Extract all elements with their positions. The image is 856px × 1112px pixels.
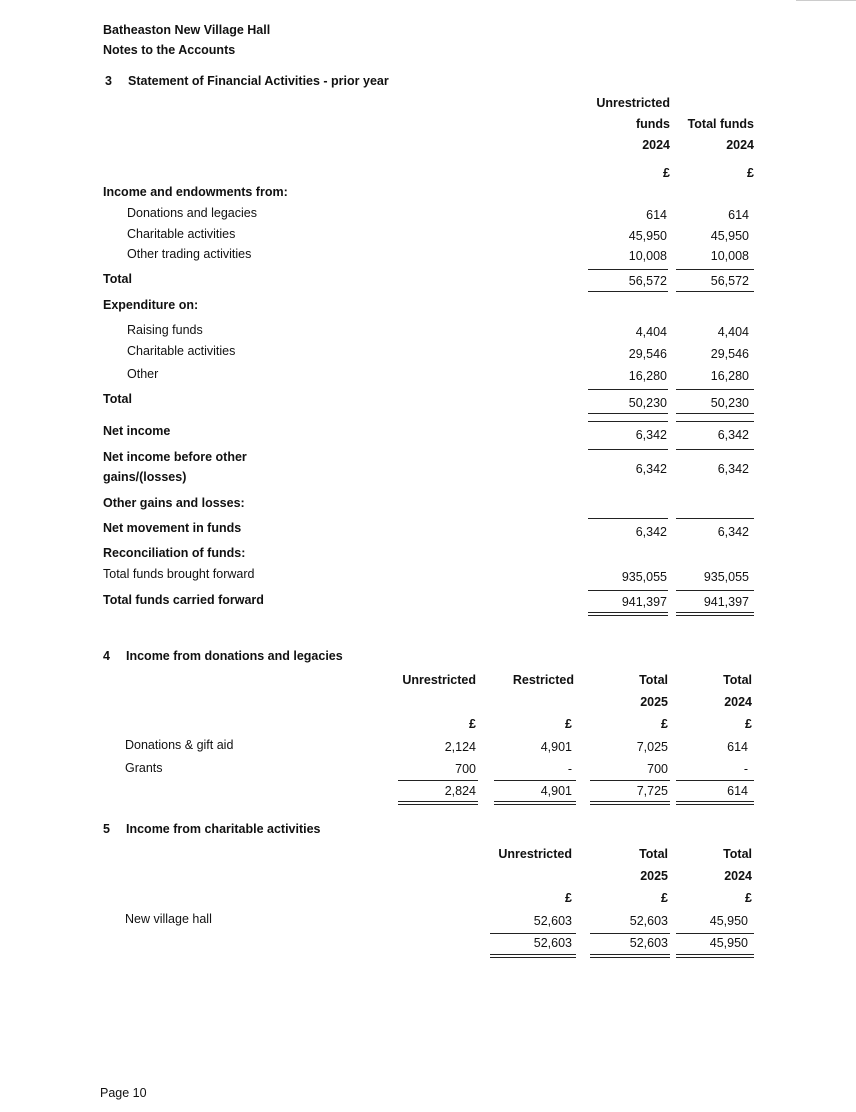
note4-title: Income from donations and legacies [126, 649, 343, 663]
rule [676, 413, 754, 414]
note5-total-unrestricted: 52,603 [533, 936, 572, 950]
note3-col-unrestricted-l2: funds [635, 117, 670, 131]
note3-col-unrestricted-l1: Unrestricted [596, 96, 670, 110]
note4-header-restricted: Restricted [512, 673, 574, 687]
note5-number: 5 [103, 822, 110, 836]
income-row-label: Charitable activities [127, 227, 236, 241]
note4-total-restricted: 4,901 [540, 784, 572, 798]
note5-row-label: New village hall [125, 912, 212, 926]
note4-row-total2024: 614 [727, 740, 748, 754]
note4-currency: £ [745, 717, 752, 731]
double-rule [676, 612, 754, 616]
note5-total-total2024: 45,950 [709, 936, 748, 950]
rule [676, 291, 754, 292]
expenditure-row-unrestricted: 29,546 [628, 347, 667, 361]
expenditure-row-unrestricted: 16,280 [628, 369, 667, 383]
net-income-unrestricted: 6,342 [635, 428, 667, 442]
note3-col-total-year: 2024 [726, 138, 754, 152]
note4-total-total2025: 7,725 [636, 784, 668, 798]
income-row-label: Other trading activities [127, 247, 252, 261]
carried-forward-label: Total funds carried forward [103, 593, 264, 607]
rule [676, 421, 754, 422]
note5-row-unrestricted: 52,603 [533, 914, 572, 928]
note5-total-total2025: 52,603 [629, 936, 668, 950]
expenditure-total-label: Total [103, 392, 132, 406]
expenditure-heading: Expenditure on: [103, 298, 199, 312]
note4-row-total2024: - [743, 762, 748, 776]
note3-col-total-currency: £ [747, 166, 754, 180]
note4-row-label: Donations & gift aid [125, 738, 234, 752]
note5-header-total2025-year: 2025 [640, 869, 668, 883]
rule [676, 780, 754, 781]
rule [590, 933, 670, 934]
note4-header-total2024-l1: Total [723, 673, 752, 687]
note4-row-total2025: 7,025 [636, 740, 668, 754]
note5-title: Income from charitable activities [126, 822, 321, 836]
income-row-unrestricted: 45,950 [628, 229, 667, 243]
double-rule [588, 612, 668, 616]
income-heading: Income and endowments from: [103, 185, 288, 199]
rule [398, 780, 478, 781]
expenditure-total-total: 50,230 [710, 396, 749, 410]
rule [676, 518, 754, 519]
note5-currency: £ [565, 891, 572, 905]
note4-row-restricted: 4,901 [540, 740, 572, 754]
note3-col-unrestricted-year: 2024 [642, 138, 670, 152]
note3-col-unrestricted-currency: £ [663, 166, 670, 180]
rule [676, 449, 754, 450]
note4-header-total2025-l1: Total [639, 673, 668, 687]
net-income-before-label-l2: gains/(losses) [103, 470, 187, 484]
note4-header-total2025-year: 2025 [640, 695, 668, 709]
rule [588, 518, 668, 519]
note4-number: 4 [103, 649, 110, 663]
note4-currency: £ [469, 717, 476, 731]
income-row-unrestricted: 10,008 [628, 249, 667, 263]
rule [588, 421, 668, 422]
expenditure-row-total: 4,404 [717, 325, 749, 339]
page-subtitle: Notes to the Accounts [103, 43, 236, 57]
rule [588, 291, 668, 292]
expenditure-row-label: Other [127, 367, 159, 381]
double-rule [494, 801, 576, 805]
rule [588, 413, 668, 414]
note5-row-total2025: 52,603 [629, 914, 668, 928]
reconciliation-label: Reconciliation of funds: [103, 546, 246, 560]
note5-currency: £ [661, 891, 668, 905]
double-rule [590, 801, 670, 805]
brought-forward-unrestricted: 935,055 [621, 570, 667, 584]
note4-header-total2024-year: 2024 [724, 695, 752, 709]
income-row-label: Donations and legacies [127, 206, 257, 220]
net-movement-unrestricted: 6,342 [635, 525, 667, 539]
expenditure-row-total: 16,280 [710, 369, 749, 383]
note4-row-label: Grants [125, 761, 163, 775]
expenditure-total-unrestricted: 50,230 [628, 396, 667, 410]
net-movement-label: Net movement in funds [103, 521, 242, 535]
note4-currency: £ [661, 717, 668, 731]
net-income-before-unrestricted: 6,342 [635, 462, 667, 476]
double-rule [398, 801, 478, 805]
rule [494, 780, 576, 781]
note4-row-restricted: - [567, 762, 572, 776]
rule [676, 389, 754, 390]
note4-total-total2024: 614 [727, 784, 748, 798]
rule [588, 269, 668, 270]
brought-forward-total: 935,055 [703, 570, 749, 584]
rule [588, 449, 668, 450]
other-gains-label: Other gains and losses: [103, 496, 245, 510]
expenditure-row-label: Raising funds [127, 323, 203, 337]
note5-currency: £ [745, 891, 752, 905]
note3-title: Statement of Financial Activities - prior year [128, 74, 389, 88]
note5-header-total2025-l1: Total [639, 847, 668, 861]
note4-total-unrestricted: 2,824 [444, 784, 476, 798]
income-row-total: 10,008 [710, 249, 749, 263]
net-income-before-total: 6,342 [717, 462, 749, 476]
note4-row-total2025: 700 [647, 762, 668, 776]
net-income-before-label-l1: Net income before other [103, 450, 247, 464]
rule [588, 590, 668, 591]
org-name: Batheaston New Village Hall [103, 23, 271, 37]
brought-forward-label: Total funds brought forward [103, 567, 255, 581]
rule [590, 780, 670, 781]
double-rule [590, 954, 670, 958]
double-rule [676, 801, 754, 805]
rule [588, 389, 668, 390]
net-movement-total: 6,342 [717, 525, 749, 539]
page-number: Page 10 [100, 1086, 147, 1100]
income-row-total: 614 [728, 208, 749, 222]
carried-forward-unrestricted: 941,397 [621, 595, 667, 609]
note5-header-total2024-l1: Total [723, 847, 752, 861]
rule [676, 269, 754, 270]
expenditure-row-unrestricted: 4,404 [635, 325, 667, 339]
rule [490, 933, 576, 934]
note4-row-unrestricted: 700 [455, 762, 476, 776]
income-row-total: 45,950 [710, 229, 749, 243]
rule [676, 590, 754, 591]
rule [676, 933, 754, 934]
double-rule [676, 954, 754, 958]
note4-header-unrestricted: Unrestricted [402, 673, 476, 687]
note4-currency: £ [565, 717, 572, 731]
page-edge-line [796, 0, 856, 1]
income-total-unrestricted: 56,572 [628, 274, 667, 288]
income-row-unrestricted: 614 [646, 208, 667, 222]
note5-header-total2024-year: 2024 [724, 869, 752, 883]
double-rule [490, 954, 576, 958]
net-income-total: 6,342 [717, 428, 749, 442]
expenditure-row-total: 29,546 [710, 347, 749, 361]
note5-header-unrestricted: Unrestricted [498, 847, 572, 861]
net-income-label: Net income [103, 424, 171, 438]
income-total-label: Total [103, 272, 132, 286]
carried-forward-total: 941,397 [703, 595, 749, 609]
note5-row-total2024: 45,950 [709, 914, 748, 928]
income-total-total: 56,572 [710, 274, 749, 288]
expenditure-row-label: Charitable activities [127, 344, 236, 358]
note3-number: 3 [105, 74, 112, 88]
note3-col-total-l1: Total funds [687, 117, 754, 131]
note4-row-unrestricted: 2,124 [444, 740, 476, 754]
